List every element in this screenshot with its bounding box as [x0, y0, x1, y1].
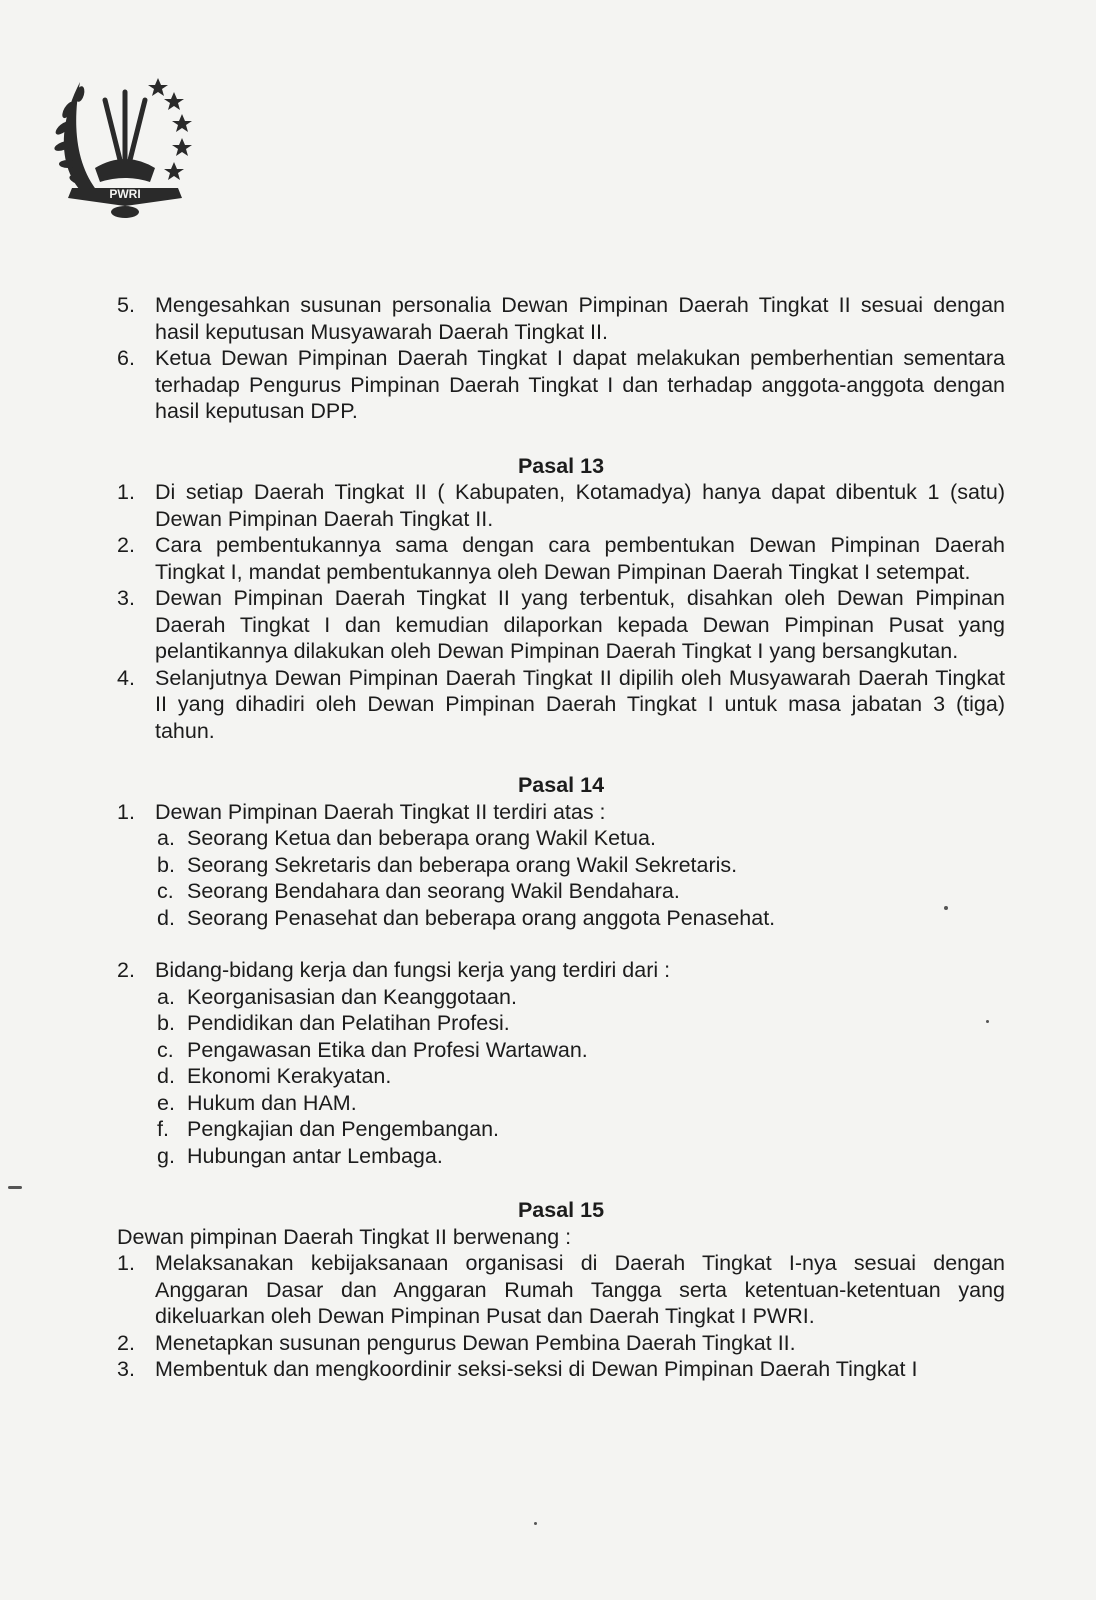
scan-speck: [534, 1522, 537, 1525]
sub-list-item: c. Pengawasan Etika dan Profesi Wartawan.: [157, 1037, 588, 1062]
scan-speck: [944, 906, 948, 910]
sub-list-item: d. Seorang Penasehat dan beberapa orang anggota Penasehat.: [157, 905, 776, 930]
list-item: 2. Bidang-bidang kerja dan fungsi kerja yang terdiri dari :: [117, 958, 671, 982]
list-item: 1. Di setiap Daerah Tingkat II ( Kabupaten, Kotamadya) hanya dapat dibentuk 1 (satu) Dewan Pimpinan Daerah Tingkat II.: [117, 480, 1005, 531]
document-body: [117, 292, 1005, 1383]
sub-list-item: b. Pendidikan dan Pelatihan Profesi.: [157, 1011, 510, 1035]
list-item: 4. Selanjutnya Dewan Pimpinan Daerah Tingkat II dipilih oleh Musyawarah Daerah Tingkat II yang dihadiri oleh Dewan Pimpinan Daerah Tingkat I untuk masa jabatan 3 (tiga) tahun.: [117, 665, 1005, 743]
pwri-logo: [50, 70, 200, 220]
scan-speck: [986, 1020, 989, 1023]
sub-list-item: b. Seorang Sekretaris dan beberapa orang Wakil Sekretaris.: [157, 852, 738, 877]
list-item: 3. Membentuk dan mengkoordinir seksi-seksi di Dewan Pimpinan Daerah Tingkat I: [117, 1357, 918, 1381]
sub-list-item: a. Seorang Ketua dan beberapa orang Wakil Ketua.: [157, 826, 656, 850]
sub-list-item: d. Ekonomi Kerakyatan.: [157, 1064, 392, 1088]
list-item: 6. Ketua Dewan Pimpinan Daerah Tingkat I dapat melakukan pemberhentian sementara terhadap Pengurus Pimpinan Daerah Tingkat I dan terhadap anggota-anggota dengan hasil keputusan DPP.: [117, 346, 1005, 423]
sub-list-item: g. Hubungan antar Lembaga.: [157, 1143, 443, 1168]
sub-list-item: c. Seorang Bendahara dan seorang Wakil Bendahara.: [157, 879, 680, 903]
sub-list-item: a. Keorganisasian dan Keanggotaan.: [157, 984, 517, 1009]
pasal-14-heading: Pasal 14: [517, 773, 605, 797]
logo-text: PWRI: [109, 187, 141, 201]
pasal-13-heading: Pasal 13: [517, 453, 605, 478]
list-item: 5. Mengesahkan susunan personalia Dewan Pimpinan Daerah Tingkat II sesuai dengan hasil keputusan Musyawarah Daerah Tingkat II.: [117, 293, 1005, 344]
scan-speck: [8, 1186, 22, 1189]
sub-list-item: e. Hukum dan HAM.: [157, 1090, 357, 1115]
spacer: [117, 931, 1005, 957]
list-item: 2. Menetapkan susunan pengurus Dewan Pembina Daerah Tingkat II.: [117, 1330, 796, 1355]
pasal-15-heading: Pasal 15: [517, 1198, 605, 1222]
list-item: 1. Melaksanakan kebijaksanaan organisasi di Daerah Tingkat I-nya sesuai dengan Anggaran Dasar dan Anggaran Rumah Tangga serta ketentuan-ketentuan yang dikeluarkan oleh Dewan Pimpinan Pusat dan Daerah Tingkat I PWRI.: [117, 1251, 1005, 1328]
list-item: 3. Dewan Pimpinan Daerah Tingkat II yang terbentuk, disahkan oleh Dewan Pimpinan Daerah Tingkat I dan kemudian dilaporkan kepada Dewan Pimpinan Pusat yang pelantikannya dilakukan oleh Dewan Pimpinan Daerah Tingkat I yang bersangkutan.: [117, 586, 1005, 663]
sub-list-item: f. Pengkajian dan Pengembangan.: [157, 1117, 500, 1141]
list-item: 2. Cara pembentukannya sama dengan cara pembentukan Dewan Pimpinan Daerah Tingkat I, mandat pembentukannya oleh Dewan Pimpinan Daerah Tingkat I setempat.: [117, 533, 1005, 584]
pasal-15-intro: Dewan pimpinan Daerah Tingkat II berwenang :: [117, 1224, 572, 1249]
list-item: 1. Dewan Pimpinan Daerah Tingkat II terdiri atas :: [117, 799, 606, 824]
